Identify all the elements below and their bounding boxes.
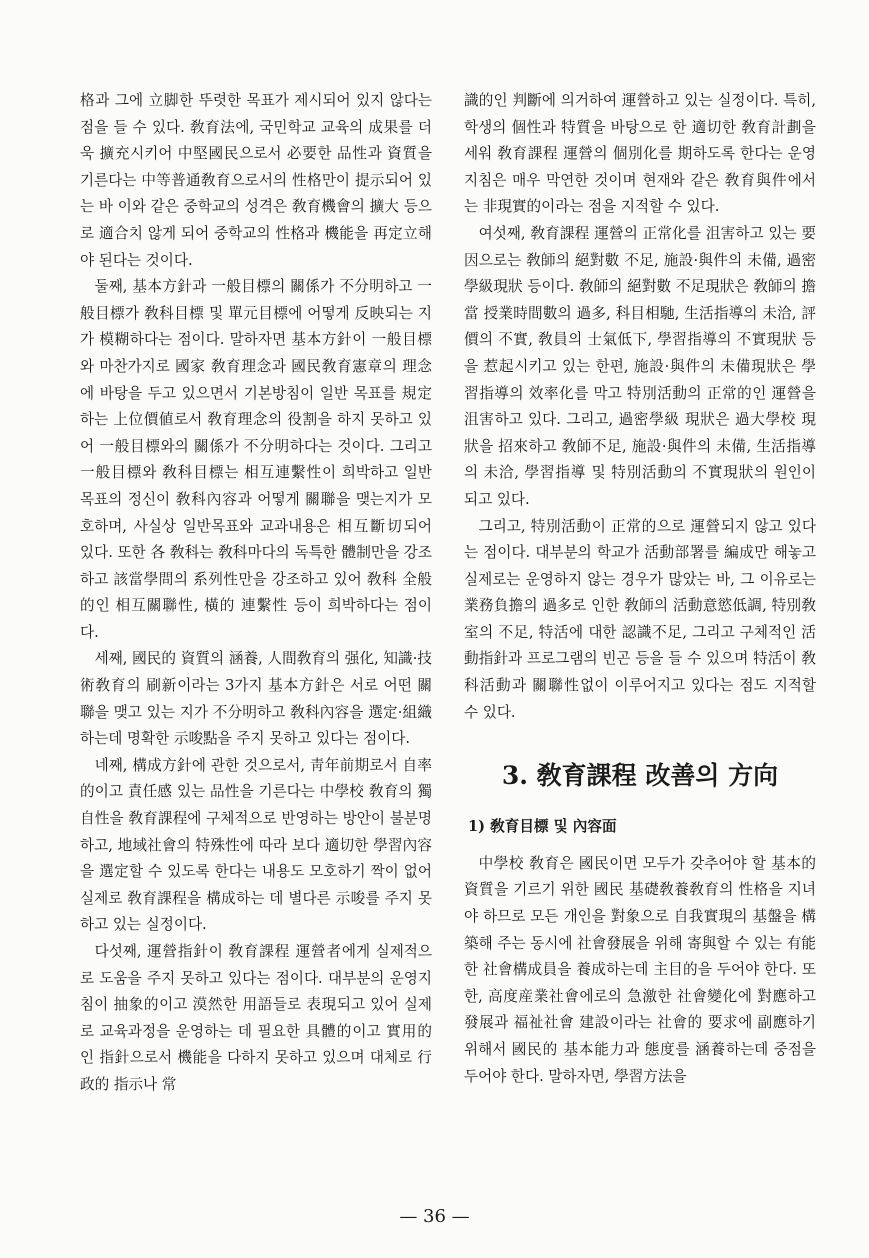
section-heading: 3. 敎育課程 改善의 方向 (501, 761, 779, 791)
subsection-heading: 1) 敎育目標 및 內容面 (468, 818, 617, 836)
paragraph: 格과 그에 立脚한 뚜렷한 목표가 제시되어 있지 않다는 점을 들 수 있다. 敎育法에, 국민학교 교육의 成果를 더욱 擴充시키어 中堅國民으로서 必要한 品性과 資質을 기른다는 中等普通敎育으로서의 性格만이 提示되어 있는 바 이와 같은 중학교의 성격은 敎育機會의 擴大 등으로 適合치 않게 되어 중학교의 性格과 機能을 再定立해야 된다는 것이다. (80, 92, 432, 269)
left-column (80, 88, 432, 1099)
paragraph: 네째, 構成方針에 관한 것으로서, 靑年前期로서 自率的이고 責任感 있는 品性을 기른다는 中學校 敎育의 獨自性을 敎育課程에 구체적으로 반영하는 방안이 불분명하고, 地域社會의 特殊性에 따라 보다 適切한 學習內容을 選定할 수 있도록 한다는 내용도 모호하기 짝이 없어 실제로 敎育課程을 構成하는 데 별다른 示唆를 주지 못하고 있는 실정이다. (80, 756, 432, 934)
page-number: — 36 — (399, 1206, 470, 1227)
paragraph: 세째, 國民的 資質의 涵養, 人間敎育의 强化, 知識·技術敎育의 刷新이라는 3가지 基本方針은 서로 어떤 關聯을 맺고 있는 지가 不分明하고 敎科內容을 選定·組織하는데 명확한 示唆點을 주지 못하고 있다는 점이다. (80, 650, 432, 748)
paragraph: 둘째, 基本方針과 一般目標의 關係가 不分明하고 一般目標가 敎科目標 및 單元目標에 어떻게 反映되는 지가 模糊하다는 점이다. 말하자면 基本方針이 一般目標와 마찬가지로 國家 敎育理念과 國民敎育憲章의 理念에 바탕을 두고 있으면서 기본방침이 일반 목표를 規定하는 上位價値로서 敎育理念의 役割을 하지 못하고 있어 一般目標와의 關係가 不分明하다는 것이다. 그리고 一般目標와 敎科目標는 相互連繫性이 희박하고 일반 목표의 정신이 敎科內容과 어떻게 關聯을 맺는지가 모호하며, 사실상 일반목표와 교과내용은 相互斷切되어 있다. 또한 各 敎科는 敎科마다의 독특한 體制만을 강조하고 該當學問의 系列性만을 강조하고 있어 敎科 全般的인 相互關聯性, 橫的 連繫性 등이 희박하다는 점이다. (80, 278, 432, 641)
paragraph: 그리고, 特別活動이 正常的으로 運營되지 않고 있다는 점이다. 대부분의 학교가 活動部署를 編成만 해놓고 실제로는 운영하지 않는 경우가 많았는 바, 그 이유로는 業務負擔의 過多로 인한 敎師의 活動意慾低調, 特別敎室의 不足, 特活에 대한 認識不足, 그리고 구체적인 活動指針과 프로그램의 빈곤 등을 들 수 있으며 特活이 敎科活動과 關聯性없이 이루어지고 있다는 점도 지적할 수 있다. (464, 517, 816, 721)
paragraph: 여섯째, 敎育課程 運營의 正常化를 沮害하고 있는 要因으로는 敎師의 絕對數 不足, 施設·與件의 未備, 過密學級現狀 등이다. 敎師의 絕對數 不足現狀은 敎師의 擔當 授業時間數의 過多, 科目相馳, 生活指導의 未洽, 評價의 不實, 敎員의 士氣低下, 學習指導의 不實現狀 등을 惹起시키고 있는 한편, 施設·與件의 未備現狀은 學習指導의 效率化를 막고 特別活動의 正常的인 運營을 沮害하고 있다. 그리고, 過密學級 現狀은 過大學校 現狀을 招來하고 敎師不足, 施設·與件의 未備, 生活指導의 未洽, 學習指導 및 特別活動의 不實現狀의 원인이 되고 있다. (464, 224, 816, 508)
right-column (464, 88, 816, 1090)
paragraph: 識的인 判斷에 의거하여 運營하고 있는 실정이다. 특히, 학생의 個性과 特質을 바탕으로 한 適切한 敎育計劃을 세워 敎育課程 運營의 個別化를 期하도록 한다는 운영지침은 매우 막연한 것이며 현재와 같은 敎育與件에서는 非現實的이라는 점을 지적할 수 있다. (464, 92, 816, 216)
paragraph: 中學校 敎育은 國民이면 모두가 갖추어야 할 基本的 資質을 기르기 위한 國民 基礎敎養敎育의 性格을 지녀야 하므로 모든 개인을 對象으로 自我實現의 基盤을 構築해 주는 동시에 社會發展을 위해 寄與할 수 있는 有能한 社會構成員을 養成하는데 主目的을 두어야 한다. 또한, 高度産業社會에로의 急激한 社會變化에 對應하고 發展과 福祉社會 建設이라는 社會的 要求에 副應하기 위해서 國民的 基本能力과 態度를 涵養하는데 중점을 두어야 한다. 말하자면, 學習方法을 (464, 854, 816, 1085)
paragraph: 다섯째, 運營指針이 敎育課程 運營者에게 실제적으로 도움을 주지 못하고 있다는 점이다. 대부분의 운영지침이 抽象的이고 漠然한 用語들로 表現되고 있어 실제로 교육과정을 운영하는 데 필요한 具體的이고 實用的인 指針으로서 機能을 다하지 못하고 있으며 대체로 行政的 指示나 常 (80, 943, 432, 1093)
